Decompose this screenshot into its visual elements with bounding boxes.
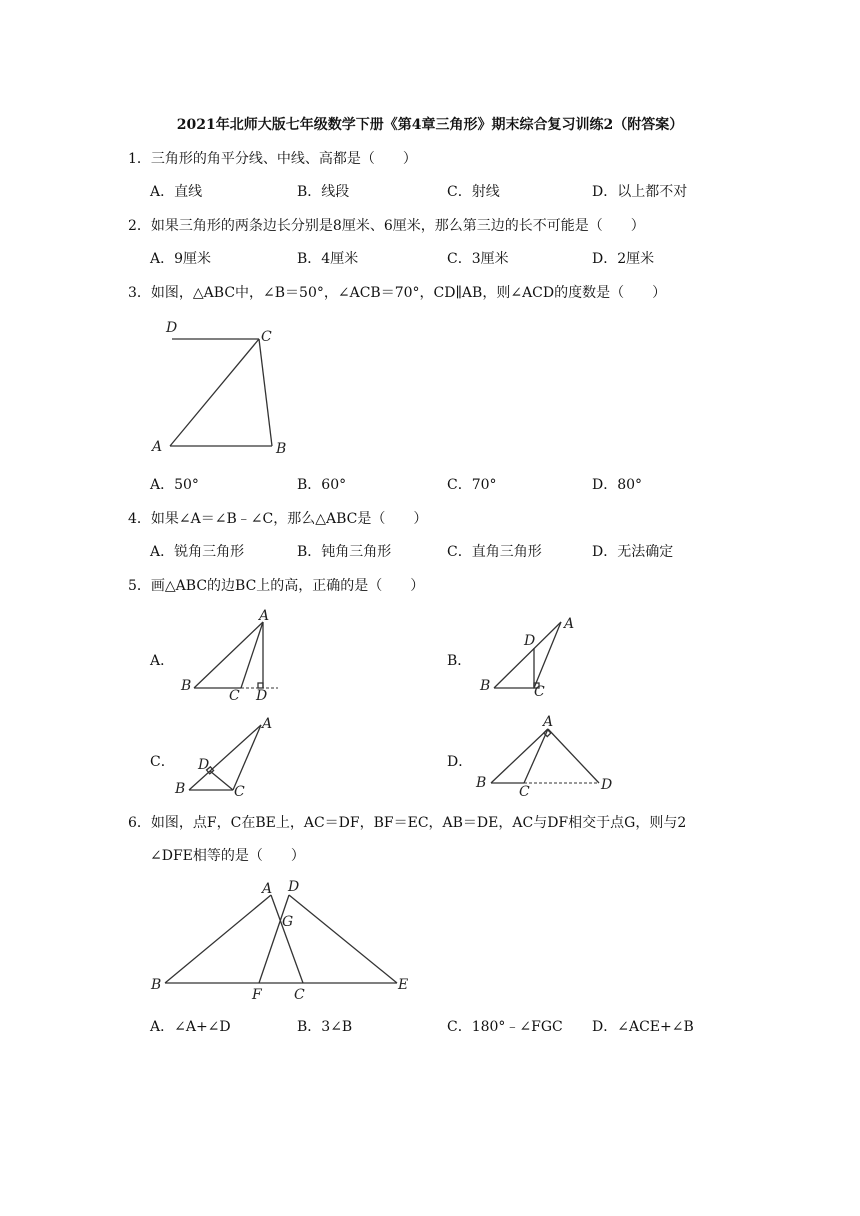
q3-label-b: B [276,441,287,457]
q5a-label-c: C [229,688,240,704]
q5c-label-c: C [234,784,245,800]
q6-label-e: E [398,977,409,993]
q5a-label-b: B [181,678,192,694]
question-2-option-d: D．2厘米 [592,251,655,267]
question-5-option-c: C． [150,754,175,770]
q5b-label-c: C [534,684,545,700]
q6-label-c: C [294,987,305,1003]
question-2-option-b: B．4厘米 [297,251,359,267]
page-title: 2021年北师大版七年级数学下册《第4章三角形》期末综合复习训练2（附答案） [176,117,684,133]
q3-label-a: A [152,439,163,455]
question-5-option-a: A． [150,653,175,669]
q5c-label-b: B [175,781,186,797]
question-6-option-a: A．∠A+∠D [150,1019,231,1035]
question-1-option-b: B．线段 [297,184,350,200]
question-6-stem-line-2: ∠DFE相等的是（ ） [150,848,305,864]
q3-label-d: D [166,320,178,336]
q5b-label-d: D [524,633,536,649]
question-6-stem-line-1: 6．如图，点F，C在BE上，AC＝DF，BF＝EC，AB＝DE，AC与DF相交于点G，则与2 [128,815,687,831]
question-6-option-d: D．∠ACE+∠B [592,1019,694,1035]
q5c-label-d: D [198,757,210,773]
question-6-option-b: B．3∠B [297,1019,353,1035]
q5c-label-a: A [262,716,273,732]
question-4-option-d: D．无法确定 [592,544,674,560]
question-5-option-d: D． [447,754,473,770]
q3-label-c: C [261,329,272,345]
question-2-option-a: A．9厘米 [150,251,212,267]
question-2-option-c: C．3厘米 [447,251,509,267]
question-3-option-b: B．60° [297,477,347,493]
question-1-stem: 1．三角形的角平分线、中线、高都是（ ） [128,151,417,167]
q6-label-f: F [252,987,262,1003]
question-3-option-a: A．50° [150,477,199,493]
question-5-stem: 5．画△ABC的边BC上的高，正确的是（ ） [128,578,425,594]
q5d-label-b: B [476,775,487,791]
question-4-option-c: C．直角三角形 [447,544,542,560]
q5a-label-d: D [256,688,268,704]
q5d-label-a: A [543,714,554,730]
question-2-stem: 2．如果三角形的两条边长分别是8厘米、6厘米，那么第三边的长不可能是（ ） [128,218,645,234]
question-5-option-b: B． [447,653,472,669]
question-3-option-d: D．80° [592,477,643,493]
q5d-label-d: D [601,777,613,793]
question-1-option-d: D．以上都不对 [592,184,688,200]
question-6-option-c: C．180°﹣∠FGC [447,1019,563,1035]
question-4-stem: 4．如果∠A＝∠B﹣∠C，那么△ABC是（ ） [128,511,428,527]
question-1-option-c: C．射线 [447,184,500,200]
q6-label-b: B [151,977,162,993]
question-4-option-b: B．钝角三角形 [297,544,392,560]
q5b-label-a: A [564,616,575,632]
q5a-label-a: A [259,608,270,624]
q6-label-a: A [262,881,273,897]
question-1-option-a: A．直线 [150,184,203,200]
q6-label-d: D [288,879,300,895]
q5d-label-c: C [519,784,530,800]
question-4-option-a: A．锐角三角形 [150,544,245,560]
q6-label-g: G [282,914,294,930]
question-3-option-c: C．70° [447,477,497,493]
q5b-label-b: B [480,678,491,694]
question-3-stem: 3．如图，△ABC中，∠B＝50°，∠ACB＝70°，CD∥AB，则∠ACD的度数是（ ） [128,285,667,301]
